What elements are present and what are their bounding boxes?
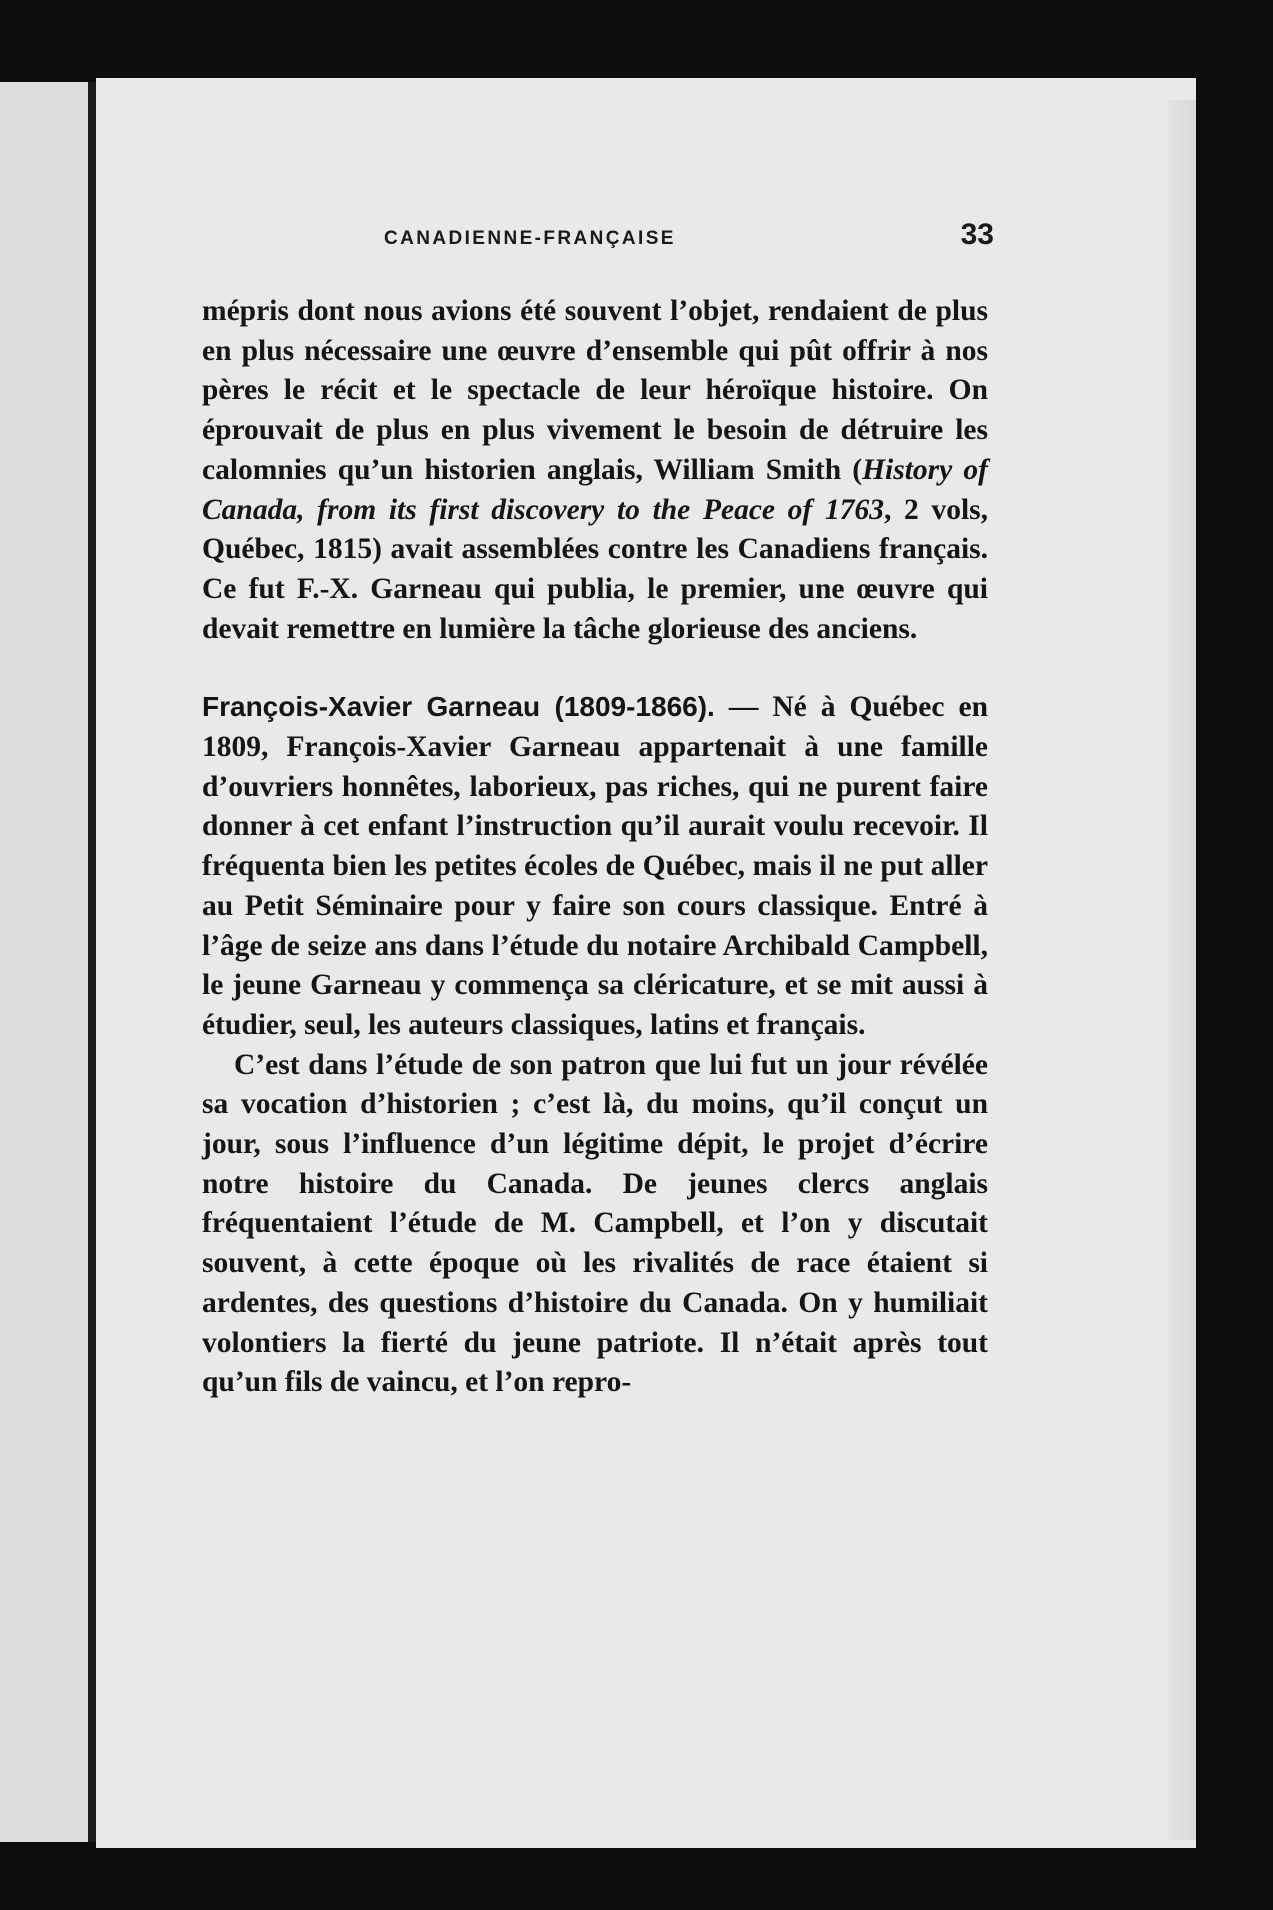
body-text — [202, 292, 988, 1403]
paragraph-text: , 2 vols, Québec, 1815) avait assemblées contre les Canadiens français. Ce fut F.-X. Garneau qui publia, le premier, une œuvre qui devait remettre en lumière la tâche glorieuse des anciens. — [202, 493, 988, 645]
paragraph-text: C’est dans l’étude de son patron que lui fut un jour révélée sa vocation d’historien ; c’est là, du moins, qu’il conçut un jour, sous l’influence d’un légitime dépit, le projet d’écrire notre histoire du Canada. De jeunes clercs anglais fréquentaient l’étude de M. Campbell, et l’on y discutait souvent, à cette époque où les rivalités de race étaient si ardentes, des questions d’histoire du Canada. On y humiliait volontiers la fierté du jeune patriote. Il n’était après tout qu’un fils de vaincu, et l’on repro- — [202, 1048, 988, 1399]
page-number: 33 — [960, 218, 994, 251]
section-heading: François-Xavier Garneau (1809-1866). — [202, 691, 715, 723]
paragraph-continuation — [202, 292, 988, 649]
book-gutter — [88, 82, 96, 1842]
previous-page-edge — [0, 82, 88, 1842]
paragraph-vocation — [202, 1046, 988, 1403]
paragraph-garneau-intro — [202, 687, 988, 1045]
running-header — [204, 218, 994, 258]
page-right-edge — [1168, 100, 1196, 1840]
paragraph-text: mépris dont nous avions été souvent l’objet, rendaient de plus en plus nécessaire une œuvre d’ensemble qui pût offrir à nos pères le récit et le spectacle de leur héroïque histoire. On éprouvait de plus en plus vivement le besoin de détruire les calomnies qu’un historien anglais, William Smith ( — [202, 295, 988, 486]
book-title-italic: History of Canada, from its first discovery to the Peace of 1763 — [202, 453, 988, 526]
paragraph-text: — Né à Québec en 1809, François-Xavier Garneau appartenait à une famille d’ouvriers honnêtes, laborieux, pas riches, qui ne purent faire donner à cet enfant l’instruction qu’il aurait voulu recevoir. Il fréquenta bien les petites écoles de Québec, mais il ne put aller au Petit Séminaire pour y faire son cours classique. Entré à l’âge de seize ans dans l’étude du notaire Archibald Campbell, le jeune Garneau y commença sa cléricature, et se mit aussi à étudier, seul, les auteurs classiques, latins et français. — [202, 691, 988, 1041]
running-title: CANADIENNE-FRANÇAISE — [384, 228, 676, 249]
